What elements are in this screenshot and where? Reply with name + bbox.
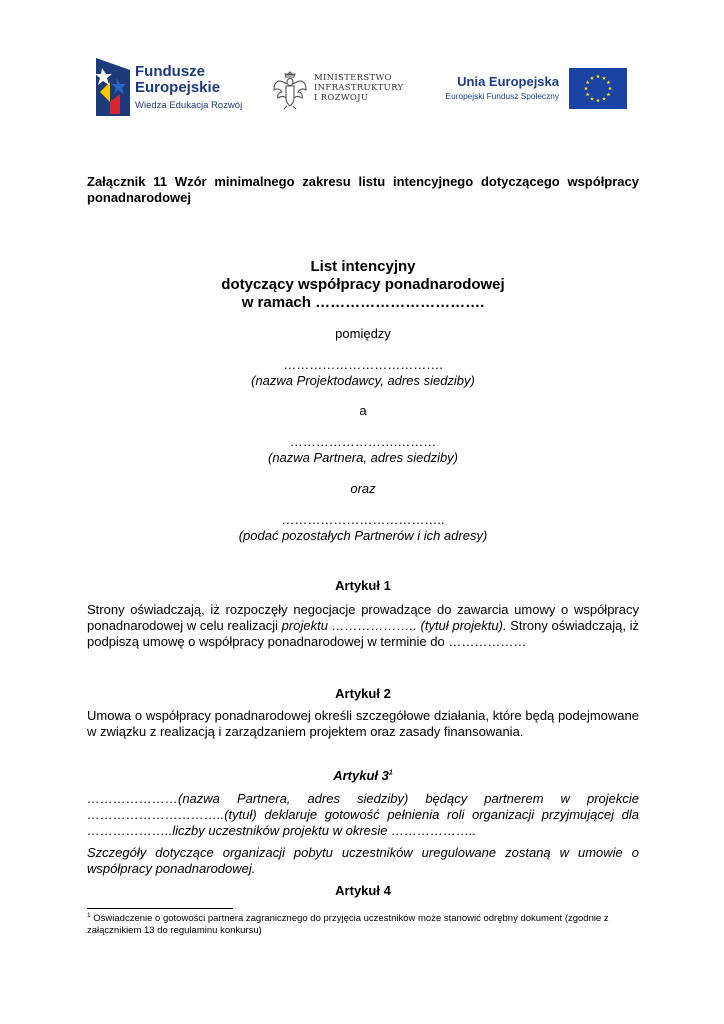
- ministry-line1: MINISTERSTWO: [314, 73, 392, 83]
- article-1-text-a: Strony oświadczają, iż rozpoczęły negocjacje prowadzące do zawarcia umowy o współpracy ponadnarodowej w celu realizacji: [87, 602, 639, 633]
- polish-eagle-emblem-icon: [272, 68, 308, 110]
- party1-placeholder: ……………………………….: [283, 357, 443, 372]
- party2-block: [87, 434, 639, 466]
- other-partners-label: (podać pozostałych Partnerów i ich adresy): [238, 528, 488, 543]
- fundusze-europejskie-logo-mark: [96, 58, 130, 116]
- letter-title: [87, 258, 639, 312]
- footnote-text: Oświadczenie o gotowości partnera zagranicznego do przyjęcia uczestników może stanowić odrębny dokument (zgodnie z załącznikiem 13 do regulaminu konkursu): [87, 913, 609, 936]
- fundusze-europejskie-wordmark: [135, 64, 242, 111]
- party1-block: [87, 357, 639, 389]
- and-word: a: [359, 403, 367, 418]
- article-3-heading-text: Artykuł 3: [333, 768, 389, 783]
- footnote-separator: [87, 908, 233, 909]
- ministry-line3: I ROZWOJU: [314, 93, 369, 103]
- article-1-heading: Artykuł 1: [335, 578, 391, 593]
- header-logos: [0, 0, 724, 130]
- other-partners-block: [87, 512, 639, 544]
- annex-title: Załącznik 11 Wzór minimalnego zakresu listu intencyjnego dotyczącego współpracy ponadnarodowej: [87, 174, 639, 205]
- eu-title: Unia Europejska: [457, 74, 559, 89]
- eu-subtitle: Europejski Fundusz Społeczny: [445, 91, 559, 101]
- eu-flag-icon: [569, 68, 627, 109]
- letter-title-line2: dotyczący współpracy ponadnarodowej: [221, 276, 505, 293]
- article-1-text-b: projektu ……………….. (tytuł projektu).: [281, 618, 507, 633]
- article-1-body: [87, 602, 639, 650]
- article-3-paragraph-1: …………………(nazwa Partnera, adres siedziby) będący partnerem w projekcie …………………………..(tytuł) deklaruje gotowość pełnienia roli organizacji przyjmującej dla ………………..liczby uczestników projektu w okresie ………………..: [87, 791, 639, 838]
- party2-placeholder: …………………….………: [289, 434, 437, 449]
- party1-label: (nazwa Projektodawcy, adres siedziby): [251, 373, 475, 388]
- article-1-text-c: Strony oświadczają, iż podpiszą umowę o współpracy ponadnarodowej w terminie do ………………: [87, 618, 639, 649]
- article-2-body: Umowa o współpracy ponadnarodowej określi szczegółowe działania, które będą podejmowane w związku z realizacją i zarządzaniem projektem oraz zasady finansowania.: [87, 708, 639, 739]
- article-3-paragraph-2: Szczegóły dotyczące organizacji pobytu uczestników uregulowane zostaną w umowie o współpracy ponadnarodowej.: [87, 845, 639, 876]
- other-partners-placeholder: ………………………………..: [281, 512, 445, 527]
- party2-label: (nazwa Partnera, adres siedziby): [267, 450, 459, 465]
- letter-title-line3: w ramach …………………………….: [241, 294, 485, 311]
- article-4-heading: Artykuł 4: [335, 883, 391, 898]
- footnote-ref-marker[interactable]: 1: [388, 769, 393, 777]
- footnote-number: 1: [87, 911, 91, 919]
- letter-title-line1: List intencyjny: [310, 258, 416, 275]
- ministry-wordmark: [314, 73, 403, 103]
- footnote: [87, 913, 639, 937]
- also-word: oraz: [350, 481, 376, 496]
- fe-title-line1: Fundusze: [135, 63, 205, 80]
- fe-title-line2: Europejskie: [135, 79, 221, 96]
- eu-wordmark: [441, 74, 559, 101]
- fe-subtitle: Wiedza Edukacja Rozwój: [135, 100, 243, 111]
- ministry-line2: INFRASTRUKTURY: [314, 83, 404, 93]
- article-2-heading: Artykuł 2: [335, 686, 391, 701]
- between-word: pomiędzy: [335, 326, 391, 341]
- article-3-heading: [87, 768, 639, 784]
